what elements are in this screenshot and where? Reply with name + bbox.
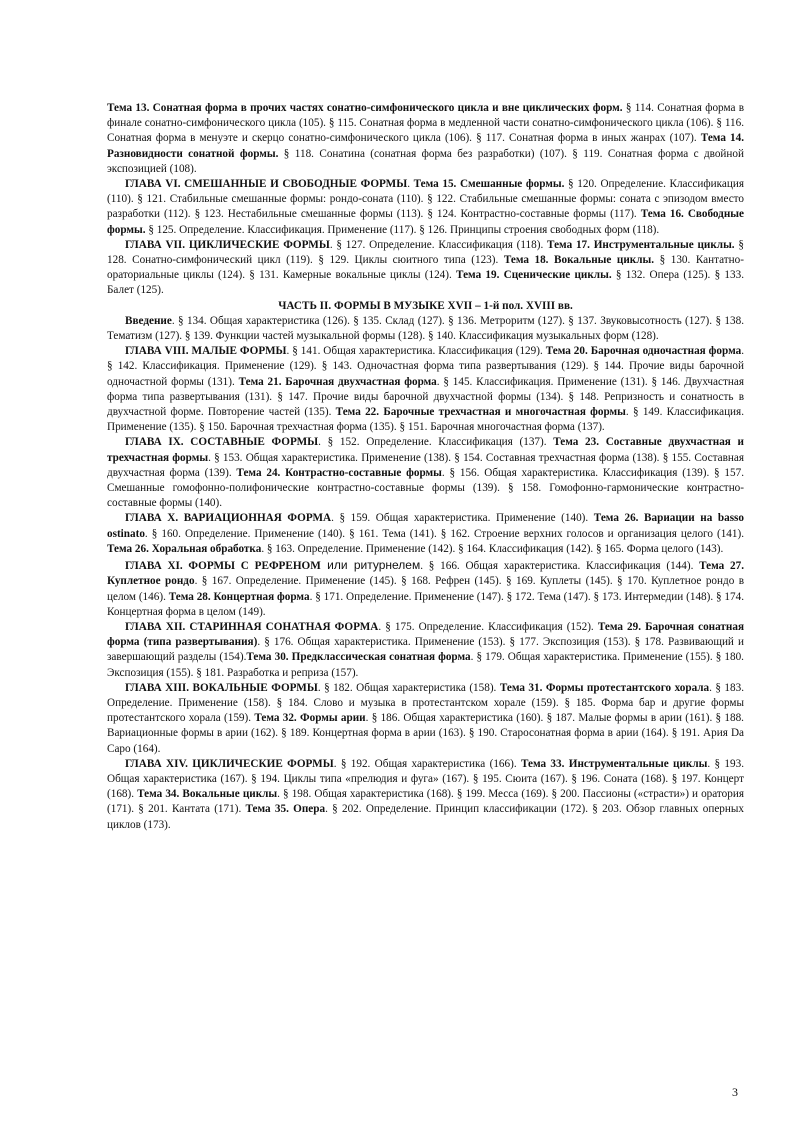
toc-heading-text: Тема 27. Куплетное рондо — [107, 560, 745, 588]
toc-heading-text: ГЛАВА XIII. ВОКАЛЬНЫЕ ФОРМЫ — [125, 681, 318, 694]
toc-entry-text: . § 149. Классификация. Применение (135). § 150. Барочная трехчастная форма (135). § 151. Барочная многочастная форма (137). — [107, 406, 744, 434]
toc-entry-text: § 130. Кантатно-ораториальные циклы (124). § 131. Камерные вокальные циклы (124). — [107, 254, 744, 282]
toc-entry-text: . § 182. Общая характеристика (158). — [317, 681, 500, 694]
toc-heading-text: Тема 19. Сценические циклы. — [456, 269, 612, 282]
toc-entry-text: . § 183. Определение. Применение (158). § 184. Слово и музыка в протестантском хорале (159). § 185. Форма бар и другие формы протестантского хорала (159). — [107, 681, 745, 725]
toc-heading-text: Тема 29. Барочная сонатная форма (типа развертывания) — [107, 620, 745, 649]
toc-paragraph — [107, 314, 744, 344]
toc-paragraph — [107, 435, 744, 511]
toc-heading-text: Тема 20. Барочная одночастная форма — [545, 345, 742, 358]
toc-entry-text: . § 186. Общая характеристика (160). § 187. Малые формы в арии (161). § 188. Вариационные формы в арии (162). § 189. Концертная форма в арии (163). § 190. Старосонатная форма в арии (164). § 191. Ария Da Capo (164). — [107, 712, 744, 755]
toc-entry-text: . § 179. Общая характеристика. Применение (155). § 180. Экспозиция (155). § 181. Разработка и реприза (157). — [107, 651, 744, 679]
toc-heading-text: Тема 31. Формы протестантского хорала — [499, 681, 710, 694]
toc-paragraph — [107, 681, 744, 757]
toc-entry-text: § 118. Сонатина (сонатная форма без разработки) (107). § 119. Сонатная форма с двойной экспозицией (108). — [107, 147, 744, 175]
toc-paragraph — [107, 101, 744, 177]
toc-heading-text: Тема 15. Смешанные формы. — [413, 178, 565, 191]
toc-entry-text: . § 156. Общая характеристика. Классификация (139). § 157. Смешанные гомофонно-полифонические контрастно-составные формы (139). § 158. Гомофонно-гармонические контрастно-составные формы (140). — [107, 466, 745, 510]
toc-heading-text: ГЛАВА XII. СТАРИННАЯ СОНАТНАЯ ФОРМА — [125, 620, 379, 633]
toc-heading-text: ГЛАВА X. ВАРИАЦИОННАЯ ФОРМА — [125, 512, 332, 525]
toc-heading-text: Тема 14. Разновидности сонатной формы. — [107, 132, 745, 160]
toc-heading-text: Тема 30. Предклассическая сонатная форма — [246, 651, 471, 664]
toc-heading-text: Тема 26. Хоральная обработка — [107, 542, 262, 555]
toc-paragraph — [107, 620, 744, 681]
toc-heading-text: Тема 18. Вокальные циклы. — [503, 254, 655, 267]
toc-paragraph — [107, 177, 744, 238]
toc-entry-text: . § 166. Общая характеристика. Классификация (144). — [420, 560, 700, 573]
toc-entry-text: . § 142. Классификация. Применение (129). § 143. Одночастная форма типа развертывания (129). § 144. Прочие виды барочной одночастной формы (131). — [107, 345, 745, 388]
toc-heading-text: Тема 23. Составные двухчастная и трехчастная формы — [107, 436, 744, 464]
toc-heading-text: Тема 32. Формы арии — [254, 712, 366, 725]
toc-heading-text: ЧАСТЬ II. ФОРМЫ В МУЗЫКЕ XVII – 1-й пол. XVIII вв. — [278, 299, 573, 312]
toc-entry-text: . § 163. Определение. Применение (142). § 164. Классификация (142). § 165. Форма целого (143). — [261, 542, 724, 555]
toc-heading-text: Тема 13. Сонатная форма в прочих частях сонатно-симфонического цикла и вне циклических форм. — [107, 102, 623, 114]
toc-entry-text: . § 160. Определение. Применение (140). § 161. Тема (141). § 162. Строение верхних голосов и организация целого (141). — [144, 527, 744, 540]
toc-entry-text: § 125. Определение. Классификация. Применение (117). § 126. Принципы строения свободных форм (118). — [145, 223, 660, 236]
toc-heading-text: ГЛАВА VIII. МАЛЫЕ ФОРМЫ — [125, 345, 287, 358]
toc-entry-text: . § 134. Общая характеристика (126). § 135. Склад (127). § 136. Метроритм (127). § 137. Звуковысотность (127). § 138. Тематизм (127). § 139. Функции частей музыкальной формы (128). § 140. Классификация музыкальных форм (128). — [107, 314, 744, 343]
toc-entry-text: . § 159. Общая характеристика. Применение (140). — [331, 512, 594, 525]
toc-entry-text: § 128. Сонатно-симфонический цикл (119). § 129. Циклы сюитного типа (123). — [107, 238, 744, 267]
toc-entry-text: . § 192. Общая характеристика (166). — [333, 757, 521, 770]
toc-heading-text: Тема 17. Инструментальные циклы. — [547, 238, 735, 251]
toc-entry-text: . § 202. Определение. Принцип классификации (172). § 203. Обзор главных оперных циклов (173). — [107, 803, 744, 831]
toc-heading-text: Тема 34. Вокальные циклы — [137, 788, 278, 801]
toc-entry-text: . § 141. Общая характеристика. Классификация (129). — [286, 345, 546, 358]
toc-entry-text: или ритурнелем — [320, 558, 421, 573]
toc-entry-text: . § 127. Определение. Классификация (118). — [329, 238, 548, 251]
table-of-contents — [107, 101, 744, 833]
toc-heading-text: Тема 16. Свободные формы. — [107, 208, 744, 236]
toc-heading-text: Тема 24. Контрастно-составные формы — [236, 466, 442, 479]
toc-entry-text: . § 153. Общая характеристика. Применение (138). § 154. Составная трехчастная форма (138). § 155. Составная двухчастная форма (139). — [107, 451, 744, 479]
toc-entry-text: . — [407, 178, 414, 191]
toc-entry-text: . § 145. Классификация. Применение (131). § 146. Двухчастная форма типа развертывания (131). § 147. Прочие виды барочной двухчастной формы (134). § 148. Репризность и сонатность в двухчастной форме. Повторение частей (135). — [107, 375, 744, 419]
toc-entry-text: § 120. Определение. Классификация (110). § 121. Стабильные смешанные формы: рондо-соната (110). § 122. Стабильные смешанные формы: соната с эпизодом вместо разработки (112). § 123. Нестабильные смешанные формы (113). § 124. Контрастно-составные формы (117). — [107, 178, 745, 221]
toc-entry-text: . § 198. Общая характеристика (168). § 199. Месса (169). § 200. Пассионы («страсти») и оратория (171). § 201. Кантата (171). — [107, 788, 744, 816]
toc-entry-text: . § 176. Общая характеристика. Применение (153). § 177. Экспозиция (153). § 178. Развивающий и завершающий разделы (154). — [107, 636, 744, 664]
toc-entry-text: . § 152. Определение. Классификация (137). — [318, 436, 554, 449]
toc-entry-text: . § 193. Общая характеристика (167). § 194. Циклы типа «прелюдия и фуга» (167). § 195. Сюита (167). § 196. Соната (168). § 197. Концерт (168). — [107, 757, 745, 801]
toc-heading-text: Тема 35. Опера — [245, 803, 326, 816]
toc-entry-text: . § 167. Определение. Применение (145). § 168. Рефрен (145). § 169. Куплеты (145). § 170. Куплетное рондо в целом (146). — [107, 575, 744, 603]
toc-paragraph — [107, 558, 744, 620]
toc-heading-text: ГЛАВА VI. СМЕШАННЫЕ И СВОБОДНЫЕ ФОРМЫ — [125, 178, 408, 191]
toc-heading-text: Тема 22. Барочные трехчастная и многочастная формы — [335, 406, 626, 419]
toc-heading-text: Тема 33. Инструментальные циклы — [520, 757, 708, 770]
toc-entry-text: . § 175. Определение. Классификация (152). — [378, 620, 598, 633]
toc-paragraph — [107, 511, 744, 557]
toc-heading-text: ГЛАВА IX. СОСТАВНЫЕ ФОРМЫ — [125, 436, 319, 449]
toc-heading-text: Тема 26. Вариации на basso ostinato — [107, 512, 745, 540]
toc-entry-text: § 132. Опера (125). § 133. Балет (125). — [107, 269, 744, 297]
toc-paragraph — [107, 238, 744, 299]
toc-paragraph — [107, 344, 744, 435]
toc-entry-text: § 114. Сонатная форма в финале сонатно-симфонического цикла (105). § 115. Сонатная форма в медленной части сонатно-симфонического цикла (106). § 116. Сонатная форма в менуэте и скерцо сонатно-симфонического цикла (106). § 117. Сонатная форма в иных жанрах (107). — [107, 102, 745, 145]
page-number: 3 — [732, 1085, 738, 1099]
toc-heading-text: Введение — [125, 314, 172, 327]
part-heading — [107, 299, 744, 314]
toc-paragraph — [107, 757, 744, 833]
toc-heading-text: Тема 28. Концертная форма — [168, 590, 310, 603]
toc-heading-text: Тема 21. Барочная двухчастная форма — [238, 375, 437, 388]
toc-heading-text: ГЛАВА VII. ЦИКЛИЧЕСКИЕ ФОРМЫ — [125, 238, 330, 251]
toc-heading-text: ГЛАВА XIV. ЦИКЛИЧЕСКИЕ ФОРМЫ — [125, 757, 334, 770]
toc-heading-text: ГЛАВА XI. ФОРМЫ С РЕФРЕНОМ — [125, 560, 321, 573]
toc-entry-text: . § 171. Определение. Применение (147). § 172. Тема (147). § 173. Интермедии (148). § 174. Концертная форма в целом (149). — [107, 590, 745, 618]
